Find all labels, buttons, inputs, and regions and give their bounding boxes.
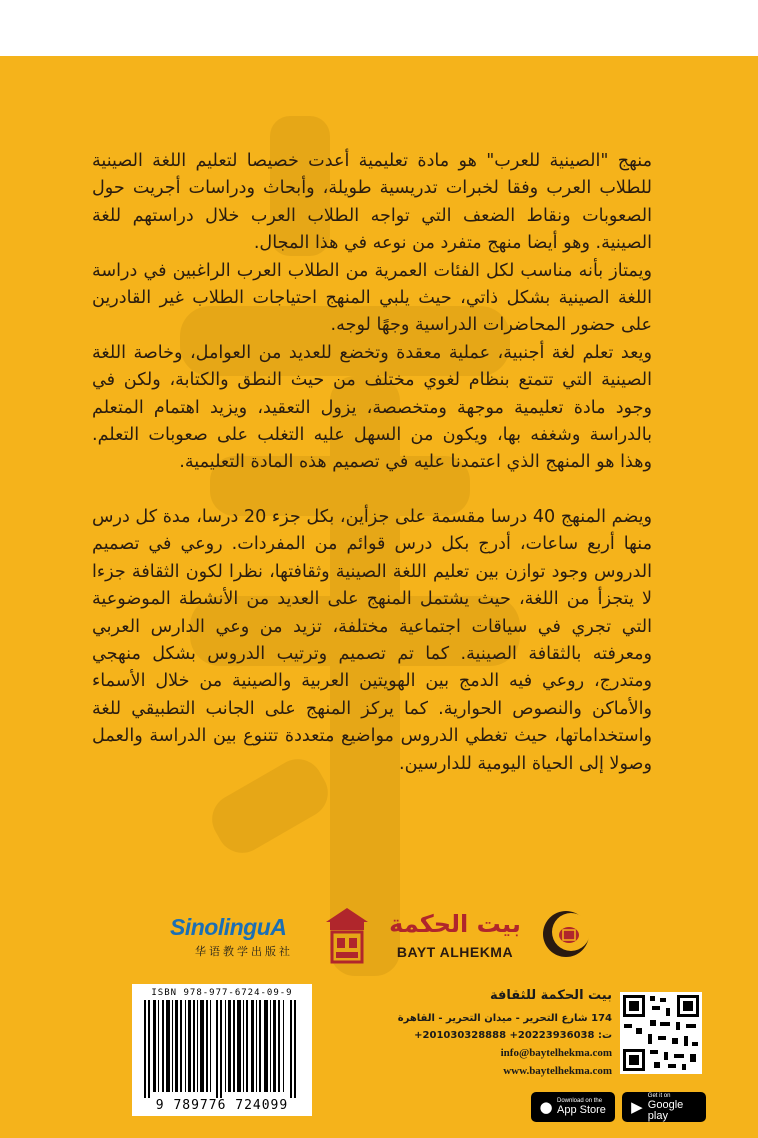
google-play-icon: ▶ bbox=[631, 1098, 643, 1116]
back-cover bbox=[0, 56, 758, 1138]
publisher-address: 174 شارع التحرير - ميدان التحرير - القاهرة bbox=[397, 1013, 612, 1024]
description-text bbox=[92, 148, 652, 778]
crescent-emblem-icon bbox=[540, 908, 592, 960]
app-store-badge[interactable] bbox=[531, 1092, 615, 1122]
sinolingua-name: SinolinguA bbox=[170, 914, 287, 940]
isbn-digits: 9 789776 724099 bbox=[155, 1098, 289, 1113]
publisher-website[interactable]: www.baytelhekma.com bbox=[503, 1065, 612, 1077]
publisher-phones: ت: 20223936038+ 201030328888+ bbox=[414, 1030, 612, 1041]
apple-icon: ● bbox=[539, 1098, 553, 1116]
qr-code-icon[interactable] bbox=[620, 992, 702, 1074]
house-logo-icon bbox=[322, 904, 372, 966]
app-store-label: App Store bbox=[557, 1104, 606, 1116]
google-play-small-text: Get it on bbox=[647, 1092, 671, 1099]
barcode-bars bbox=[140, 1000, 304, 1098]
bayt-alhekma-arabic: بيت الحكمة bbox=[389, 910, 521, 938]
publisher-email[interactable]: info@baytelhekma.com bbox=[500, 1047, 612, 1059]
sinolingua-logo bbox=[170, 914, 318, 959]
google-play-badge[interactable] bbox=[622, 1092, 706, 1122]
paragraph-audience: ويمتاز بأنه مناسب لكل الفئات العمرية من الطلاب العرب الراغبين في دراسة اللغة الصينية بشكل ذاتي، حيث يلبي المنهج احتياجات الطلاب غير القادرين على حضور المحاضرات الدراسية وجهًا لوجه. bbox=[92, 260, 652, 336]
paragraph-learning: ويعد تعلم لغة أجنبية، عملية معقدة وتخضع للعديد من العوامل، وخاصة اللغة الصينية التي تتمتع بنظام لغوي مختلف من حيث النطق والكتابة، ولكن في وجود مادة تعليمية موجهة ومتخصصة، يزول التعقيد، ويزيد اهتمام المتعلم بالدراسة وشغفه بها، ويكون من السهل عليه التغلب على صعوبات التعلم. وهذا هو المنهج الذي اعتمدنا عليه في تصميم هذه المادة التعليمية. bbox=[92, 342, 652, 473]
google-play-label: Google play bbox=[647, 1098, 684, 1122]
bayt-alhekma-english: BAYT ALHEKMA bbox=[396, 944, 514, 960]
publisher-logos bbox=[0, 904, 758, 974]
paragraph-curriculum: ويضم المنهج 40 درسا مقسمة على جزأين، بكل جزء 20 درسا، مدة كل درس منها أربع ساعات، أدرج بكل درس قوائم من المفردات. روعي في تصميم الدروس وجود توازن بين تعليم اللغة الصينية وثقافتها، نظرا لكون الثقافة جزءا لا يتجزأ من اللغة، حيث يشتمل المنهج على العديد من الأنشطة الموضوعية التي تجري في سياقات اجتماعية مختلفة، تزيد من وعي الدارس العربي ومعرفته بالثقافة الصينية. كما تم تصميم وترتيب الدروس بشكل منهجي ومتدرج، روعي فيه الدمج بين الهويتين العربية والصينية من خلال الأسماء والأماكن والنصوص الحوارية. كما يركز المنهج على الجانب التطبيقي للغة واستخداماتها، حيث تغطي الدروس مواضيع متعددة تتنوع بين الدراسة والعمل وصولا إلى الحياة اليومية للدارسين. bbox=[92, 506, 652, 774]
isbn-barcode bbox=[132, 984, 312, 1116]
app-store-small-text: Download on the bbox=[557, 1098, 603, 1104]
paragraph-intro: منهج "الصينية للعرب" هو مادة تعليمية أعدت خصيصا لتعليم اللغة الصينية للطلاب العرب وفقا لخبرات تدريسية طويلة، وأبحاث ودراسات أجريت حول الصعوبات ونقاط الضعف التي تواجه الطلاب العرب خلال دراستهم للغة الصينية. وهو أيضا منهج متفرد من نوعه في هذا المجال. bbox=[92, 151, 652, 254]
publisher-name: بيت الحكمة للثقافة bbox=[490, 988, 612, 1003]
isbn-label: ISBN 978-977-6724-09-9 bbox=[151, 988, 293, 998]
publisher-info bbox=[380, 988, 612, 1077]
sinolingua-chinese-name: 华语教学出版社 bbox=[195, 945, 293, 958]
